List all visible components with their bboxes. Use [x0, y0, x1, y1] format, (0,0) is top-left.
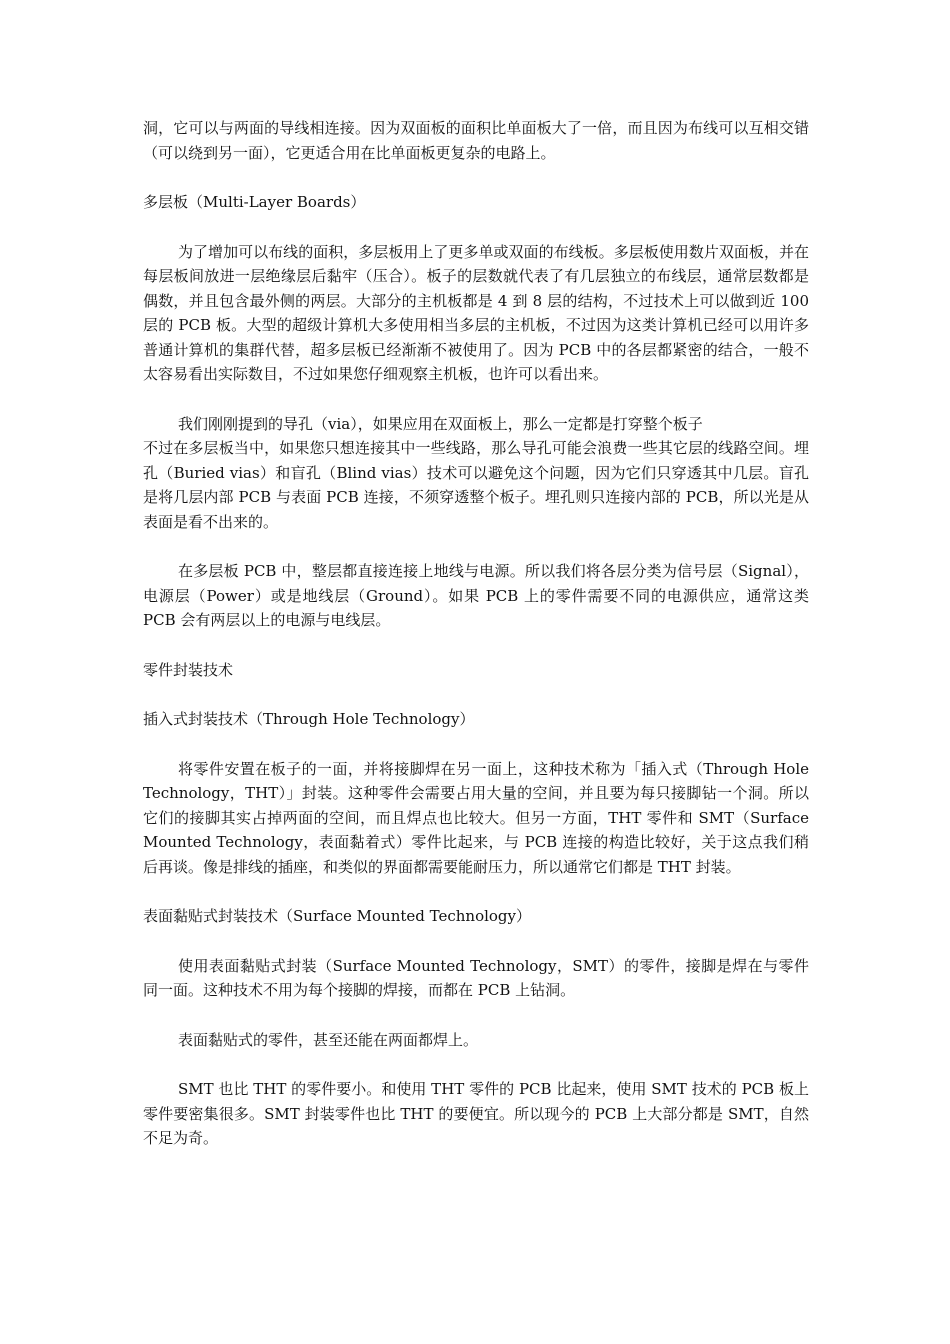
heading-component-packaging: 零件封装技术: [143, 660, 234, 679]
paragraph-smt-double-side: 表面黏贴式的零件，甚至还能在两面都焊上。: [178, 1030, 479, 1049]
heading-surface-mount: 表面黏贴式封装技术（Surface Mounted Technology）: [143, 907, 532, 925]
paragraph-buried-blind-vias: 不过在多层板当中，如果您只想连接其中一些线路，那么导孔可能会浪费一些其它层的线路空间。埋孔（Buried vias）和盲孔（Blind vias）技术可以避免这个问题，因为它们只穿透其中几层。盲孔是将几层内部 PCB 与表面 PCB 连接，不须穿透整个板子。埋孔则只连接内部的 PCB，所以光是从表面是看不出来的。: [143, 439, 809, 531]
paragraph-via-intro: 我们刚刚提到的导孔（via），如果应用在双面板上，那么一定都是打穿整个板子: [178, 414, 703, 433]
paragraph-multilayer-description: 为了增加可以布线的面积，多层板用上了更多单或双面的布线板。多层板使用数片双面板，并在每层板间放进一层绝缘层后黏牢（压合）。板子的层数就代表了有几层独立的布线层，通常层数都是偶数，并且包含最外侧的两层。大部分的主机板都是 4 到 8 层的结构，不过技术上可以做到近 100 层的 PCB 板。大型的超级计算机大多使用相当多层的主机板，不过因为这类计算机已经可以用许多普通计算机的集群代替，超多层板已经渐渐不被使用了。因为 PCB 中的各层都紧密的结合，一般不太容易看出实际数目，不过如果您仔细观察主机板，也许可以看出来。: [143, 242, 809, 383]
heading-multilayer-boards: 多层板（Multi-Layer Boards）: [143, 193, 366, 211]
paragraph-double-sided-intro: 洞，它可以与两面的导线相连接。因为双面板的面积比单面板大了一倍，而且因为布线可以互相交错（可以绕到另一面），它更适合用在比单面板更复杂的电路上。: [143, 119, 809, 162]
heading-through-hole: 插入式封装技术（Through Hole Technology）: [143, 710, 475, 728]
paragraph-through-hole-description: 将零件安置在板子的一面，并将接脚焊在另一面上，这种技术称为「插入式（Through Hole Technology，THT）」封装。这种零件会需要占用大量的空间，并且要为每只接脚钻一个洞。所以它们的接脚其实占掉两面的空间，而且焊点也比较大。但另一方面，THT 零件和 SMT（Surface Mounted Technology，表面黏着式）零件比起来，与 PCB 连接的构造比较好，关于这点我们稍后再谈。像是排线的插座，和类似的界面都需要能耐压力，所以通常它们都是 THT 封装。: [143, 759, 809, 876]
paragraph-smt-description: 使用表面黏贴式封装（Surface Mounted Technology，SMT）的零件，接脚是焊在与零件同一面。这种技术不用为每个接脚的焊接，而都在 PCB 上钻洞。: [143, 956, 809, 999]
document-body: [143, 116, 809, 1151]
paragraph-signal-power-ground: 在多层板 PCB 中，整层都直接连接上地线与电源。所以我们将各层分类为信号层（Signal），电源层（Power）或是地线层（Ground）。如果 PCB 上的零件需要不同的电源供应，通常这类 PCB 会有两层以上的电源与电线层。: [143, 562, 809, 629]
paragraph-smt-size-cost: SMT 也比 THT 的零件要小。和使用 THT 零件的 PCB 比起来，使用 SMT 技术的 PCB 板上零件要密集很多。SMT 封装零件也比 THT 的要便宜。所以现今的 PCB 上大部分都是 SMT，自然不足为奇。: [143, 1080, 809, 1147]
